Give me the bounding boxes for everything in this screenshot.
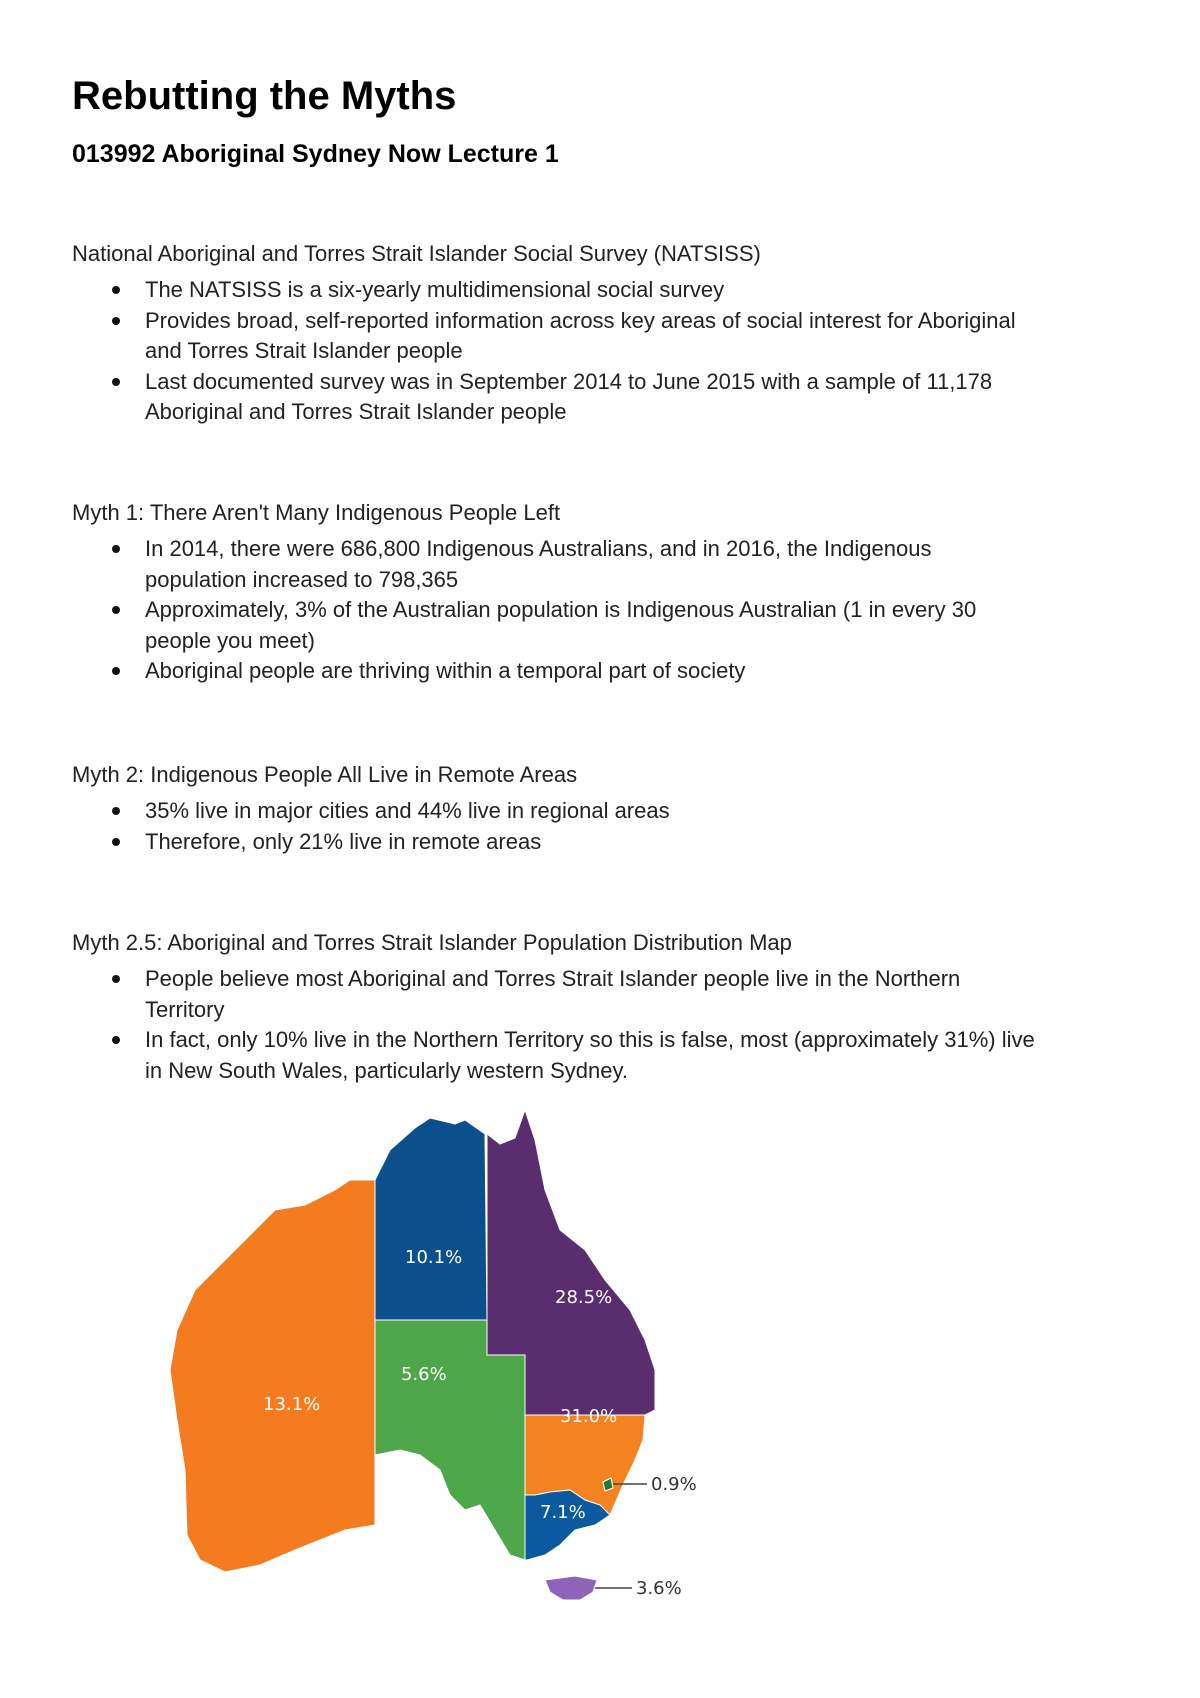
section-heading: Myth 1: There Aren't Many Indigenous People Left	[72, 500, 561, 525]
section-heading: Myth 2: Indigenous People All Live in Remote Areas	[72, 762, 578, 787]
bullet-icon	[112, 807, 120, 815]
list-item	[72, 595, 1132, 656]
australia-map-svg	[165, 1110, 705, 1600]
list-item	[72, 827, 1132, 858]
map-region-wa	[170, 1180, 375, 1572]
list-item	[72, 656, 1132, 687]
bullet-icon	[112, 667, 120, 675]
bullet-list	[72, 964, 1132, 1086]
bullet-icon	[112, 317, 120, 325]
section-myth-1	[72, 497, 1132, 687]
bullet-line: The NATSISS is a six-yearly multidimensional social survey	[145, 277, 725, 302]
bullet-line: people you meet)	[145, 627, 315, 653]
bullet-line: 35% live in major cities and 44% live in regional areas	[145, 798, 670, 823]
map-region-tas	[545, 1576, 597, 1600]
map-label-qld: 28.5%	[555, 1287, 613, 1308]
bullet-line: and Torres Strait Islander people	[145, 338, 463, 363]
bullet-list	[72, 275, 1132, 428]
map-label-act: 0.9%	[651, 1474, 697, 1495]
bullet-icon	[112, 545, 120, 553]
bullet-line: People believe most Aboriginal and Torres Strait Islander people live in the Northern	[145, 966, 961, 991]
map-label-tas: 3.6%	[636, 1578, 682, 1599]
bullet-icon	[112, 975, 120, 983]
bullet-line: Aboriginal people are thriving within a temporal part of society	[145, 658, 746, 683]
list-item	[72, 534, 1132, 595]
bullet-line: Aboriginal and Torres Strait Islander people	[145, 399, 567, 424]
bullet-line: in New South Wales, particularly western Sydney.	[145, 1057, 628, 1083]
bullet-icon	[112, 1036, 120, 1044]
list-item	[72, 964, 1132, 1025]
bullet-line: Provides broad, self-reported information across key areas of social interest for Aboriginal	[145, 307, 1016, 333]
bullet-list	[72, 796, 1132, 857]
map-label-sa: 5.6%	[401, 1364, 447, 1385]
section-myth-2	[72, 759, 1132, 857]
map-label-vic: 7.1%	[540, 1502, 586, 1523]
list-item	[72, 1025, 1132, 1086]
bullet-line: Territory	[145, 996, 225, 1022]
bullet-icon	[112, 838, 120, 846]
section-heading: National Aboriginal and Torres Strait Islander Social Survey (NATSISS)	[72, 241, 761, 266]
bullet-line: In fact, only 10% live in the Northern Territory so this is false, most (approximately 31%) live	[145, 1027, 1035, 1052]
bullet-line: Approximately, 3% of the Australian population is Indigenous Australian (1 in every 30	[145, 597, 977, 622]
map-label-nt: 10.1%	[405, 1247, 463, 1268]
list-item	[72, 796, 1132, 827]
bullet-icon	[112, 286, 120, 294]
population-distribution-map	[165, 1110, 705, 1600]
section-natsiss	[72, 238, 1132, 428]
bullet-line: Last documented survey was in September 2014 to June 2015 with a sample of 11,178	[145, 368, 993, 394]
map-region-sa	[375, 1320, 525, 1560]
section-heading: Myth 2.5: Aboriginal and Torres Strait Islander Population Distribution Map	[72, 930, 792, 955]
map-region-nt	[375, 1118, 487, 1320]
map-label-nsw: 31.0%	[560, 1406, 618, 1427]
list-item	[72, 306, 1132, 367]
bullet-line: population increased to 798,365	[145, 566, 459, 592]
bullet-icon	[112, 606, 120, 614]
document-title: Rebutting the Myths	[72, 74, 457, 118]
bullet-icon	[112, 378, 120, 386]
map-label-wa: 13.1%	[263, 1394, 321, 1415]
bullet-line: In 2014, there were 686,800 Indigenous Australians, and in 2016, the Indigenous	[145, 536, 932, 561]
section-myth-2-5	[72, 927, 1132, 1086]
bullet-list	[72, 534, 1132, 687]
list-item	[72, 367, 1132, 428]
document-subtitle: 013992 Aboriginal Sydney Now Lecture 1	[72, 140, 559, 168]
list-item	[72, 275, 1132, 306]
bullet-line: Therefore, only 21% live in remote areas	[145, 828, 542, 854]
